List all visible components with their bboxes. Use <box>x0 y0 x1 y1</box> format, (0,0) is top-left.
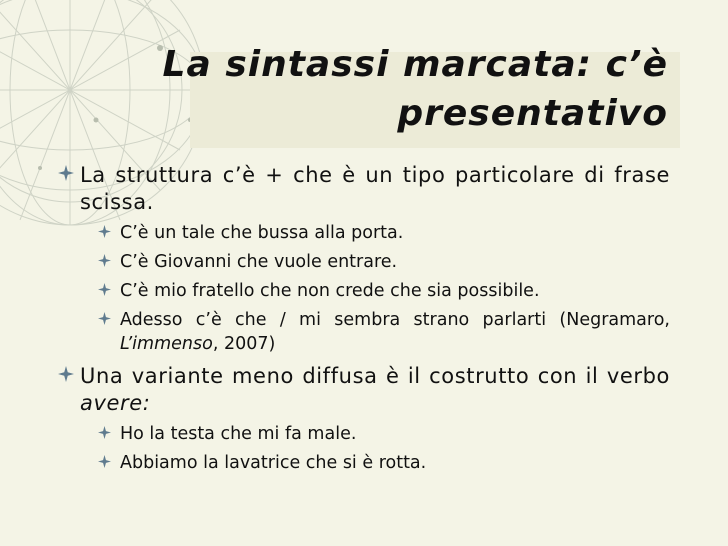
citation-song-title: L’immenso <box>120 334 213 354</box>
sub-bullet-1-2 <box>98 250 670 274</box>
four-point-star-bullet-icon <box>98 426 111 439</box>
sub-bullet-1-1 <box>98 221 670 245</box>
song-quote-text: Adesso c’è che / mi sembra strano parlarti <box>120 310 547 330</box>
citation-suffix: , 2007) <box>212 334 276 354</box>
sub-bullet-text: C’è mio fratello che non crede che sia possibile. <box>120 281 540 301</box>
bullet-item-1 <box>58 162 670 216</box>
four-point-star-bullet-icon <box>98 455 111 468</box>
bullet-item-2-text-main: Una variante meno diffusa è il costrutto con il verbo <box>80 364 670 388</box>
sub-bullet-1-4-quote <box>98 308 670 356</box>
title-line-1: La sintassi marcata: c’è <box>162 44 668 85</box>
bullet-item-1-text: La struttura c’è + che è un tipo particolare di frase scissa. <box>80 163 670 214</box>
bullet-item-2-text <box>80 364 670 415</box>
title-line-2: presentativo <box>397 93 668 134</box>
sub-bullet-text: Abbiamo la lavatrice che si è rotta. <box>120 453 427 473</box>
four-point-star-bullet-icon <box>98 254 111 267</box>
bullet-item-2-text-emphasis: avere: <box>80 391 151 415</box>
bullet-item-2 <box>58 363 670 417</box>
four-point-star-bullet-icon <box>98 283 111 296</box>
sub-bullet-text: C’è Giovanni che vuole entrare. <box>120 252 398 272</box>
slide-content <box>58 162 670 480</box>
four-point-star-bullet-icon <box>98 312 111 325</box>
sub-bullet-2-2 <box>98 451 670 475</box>
sub-bullet-text: Ho la testa che mi fa male. <box>120 424 357 444</box>
four-point-star-bullet-icon <box>98 225 111 238</box>
four-point-star-bullet-icon <box>58 366 74 382</box>
citation-prefix: (Negramaro, <box>559 310 670 330</box>
slide-title <box>120 40 668 138</box>
sub-bullet-text: C’è un tale che bussa alla porta. <box>120 223 404 243</box>
sub-bullet-2-1 <box>98 422 670 446</box>
four-point-star-bullet-icon <box>58 165 74 181</box>
sub-bullet-1-3 <box>98 279 670 303</box>
